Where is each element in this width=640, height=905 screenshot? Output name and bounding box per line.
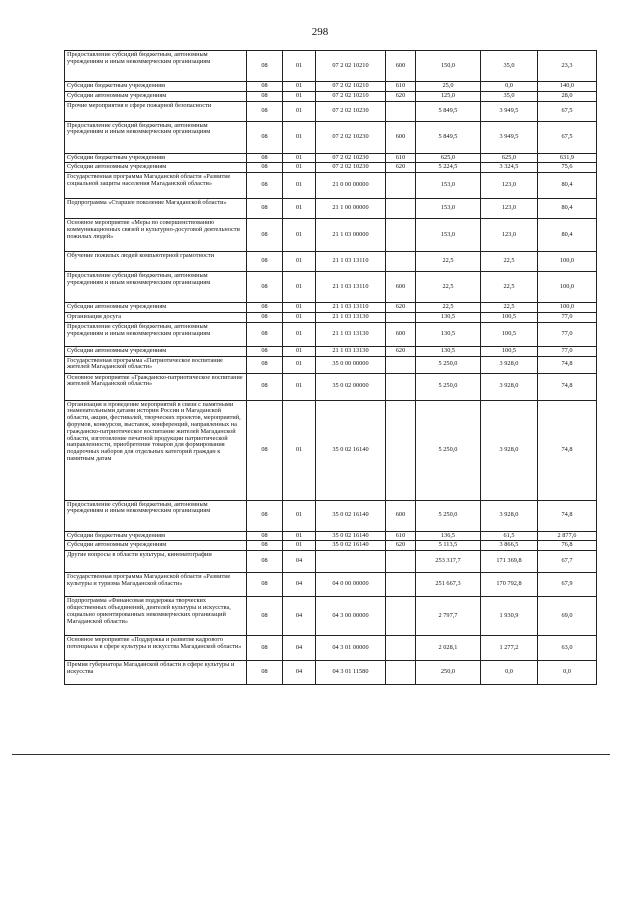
executed-amount-cell: 3 324,5	[481, 163, 538, 173]
subsection-code-cell: 01	[283, 346, 316, 356]
executed-amount-cell: 3 866,5	[481, 541, 538, 551]
row-name-cell: Субсидии автономным учреждениям	[65, 346, 247, 356]
subsection-code-cell: 04	[283, 551, 316, 573]
table-row	[65, 252, 597, 272]
percent-cell: 2 877,6	[538, 531, 597, 541]
section-code-cell: 08	[247, 219, 283, 252]
expense-type-cell	[386, 573, 416, 597]
executed-amount-cell: 170 792,8	[481, 573, 538, 597]
executed-amount-cell: 22,5	[481, 252, 538, 272]
executed-amount-cell: 3 928,0	[481, 400, 538, 500]
expense-type-cell	[386, 356, 416, 373]
subsection-code-cell: 01	[283, 541, 316, 551]
section-code-cell: 08	[247, 303, 283, 313]
expense-type-cell: 600	[386, 272, 416, 303]
subsection-code-cell: 01	[283, 173, 316, 199]
row-name-cell: Предоставление субсидий бюджетным, автономным учреждениям и иным некоммерческим организациям	[65, 500, 247, 531]
percent-cell: 100,0	[538, 252, 597, 272]
subsection-code-cell: 01	[283, 272, 316, 303]
table-row	[65, 303, 597, 313]
section-code-cell: 08	[247, 500, 283, 531]
row-name-cell: Подпрограмма «Финансовая поддержка творческих общественных объединений, деятелей культуры и искусства, социально ориентированных некоммерческих организаций Магаданской области»	[65, 597, 247, 636]
target-article-cell: 07 2 02 10210	[316, 82, 386, 92]
subsection-code-cell: 04	[283, 661, 316, 685]
planned-amount-cell: 5 250,0	[416, 356, 481, 373]
executed-amount-cell: 61,5	[481, 531, 538, 541]
executed-amount-cell: 22,5	[481, 272, 538, 303]
percent-cell: 100,0	[538, 272, 597, 303]
row-name-cell: Субсидии бюджетным учреждениям	[65, 153, 247, 163]
table-row	[65, 551, 597, 573]
table-row	[65, 51, 597, 82]
executed-amount-cell: 0,0	[481, 661, 538, 685]
expense-type-cell	[386, 101, 416, 121]
percent-cell: 67,5	[538, 101, 597, 121]
planned-amount-cell: 130,5	[416, 346, 481, 356]
planned-amount-cell: 25,0	[416, 82, 481, 92]
budget-table	[64, 50, 597, 685]
table-row	[65, 199, 597, 219]
table-row	[65, 356, 597, 373]
percent-cell: 100,0	[538, 303, 597, 313]
table-row	[65, 82, 597, 92]
subsection-code-cell: 01	[283, 252, 316, 272]
subsection-code-cell: 01	[283, 82, 316, 92]
expense-type-cell: 620	[386, 303, 416, 313]
section-code-cell: 08	[247, 153, 283, 163]
percent-cell: 67,5	[538, 121, 597, 153]
percent-cell: 80,4	[538, 173, 597, 199]
row-name-cell: Организация досуга	[65, 312, 247, 322]
table-row	[65, 312, 597, 322]
subsection-code-cell: 01	[283, 312, 316, 322]
section-code-cell: 08	[247, 636, 283, 661]
row-name-cell: Субсидии автономным учреждениям	[65, 91, 247, 101]
target-article-cell: 07 2 02 10230	[316, 101, 386, 121]
row-name-cell: Предоставление субсидий бюджетным, автономным учреждениям и иным некоммерческим организациям	[65, 51, 247, 82]
section-code-cell: 08	[247, 356, 283, 373]
expense-type-cell: 620	[386, 91, 416, 101]
executed-amount-cell: 1 930,9	[481, 597, 538, 636]
section-code-cell: 08	[247, 541, 283, 551]
subsection-code-cell: 01	[283, 531, 316, 541]
percent-cell: 76,8	[538, 541, 597, 551]
subsection-code-cell: 01	[283, 400, 316, 500]
planned-amount-cell: 153,0	[416, 199, 481, 219]
subsection-code-cell: 01	[283, 199, 316, 219]
row-name-cell: Организация и проведение мероприятий в связи с памятными знаменательными датами истории России и Магаданской области, акции, фестивалей, творческих проектов, мероприятий, форумов, конкурсов, выставок, конференций, направленных на гражданско-патриотическое воспитание жителей Магаданской области, изготовление печатной продукции патриотической направленности, приобретение товаров для формирования подарочных наборов для отдельных категорий граждан к памятным датам	[65, 400, 247, 500]
subsection-code-cell: 01	[283, 51, 316, 82]
expense-type-cell: 600	[386, 121, 416, 153]
subsection-code-cell: 01	[283, 163, 316, 173]
executed-amount-cell: 3 928,0	[481, 356, 538, 373]
planned-amount-cell: 136,5	[416, 531, 481, 541]
subsection-code-cell: 01	[283, 101, 316, 121]
expense-type-cell: 600	[386, 322, 416, 346]
target-article-cell: 04 3 01 00000	[316, 636, 386, 661]
expense-type-cell: 610	[386, 82, 416, 92]
planned-amount-cell: 5 250,0	[416, 373, 481, 400]
row-name-cell: Предоставление субсидий бюджетным, автономным учреждениям и иным некоммерческим организациям	[65, 272, 247, 303]
section-code-cell: 08	[247, 322, 283, 346]
planned-amount-cell: 625,0	[416, 153, 481, 163]
subsection-code-cell: 01	[283, 373, 316, 400]
planned-amount-cell: 251 667,3	[416, 573, 481, 597]
table-row	[65, 531, 597, 541]
executed-amount-cell: 35,0	[481, 51, 538, 82]
subsection-code-cell: 01	[283, 356, 316, 373]
section-code-cell: 08	[247, 531, 283, 541]
table-row	[65, 661, 597, 685]
subsection-code-cell: 04	[283, 636, 316, 661]
expense-type-cell	[386, 219, 416, 252]
expense-type-cell	[386, 661, 416, 685]
subsection-code-cell: 01	[283, 121, 316, 153]
percent-cell: 74,8	[538, 373, 597, 400]
planned-amount-cell: 153,0	[416, 173, 481, 199]
percent-cell: 74,8	[538, 356, 597, 373]
target-article-cell: 35 0 00 00000	[316, 356, 386, 373]
row-name-cell: Основное мероприятие «Меры по совершенствованию коммуникационных связей и культурно-досуговой деятельности пожилых людей»	[65, 219, 247, 252]
executed-amount-cell: 123,0	[481, 173, 538, 199]
subsection-code-cell: 01	[283, 153, 316, 163]
target-article-cell: 07 2 02 10230	[316, 153, 386, 163]
planned-amount-cell: 2 028,1	[416, 636, 481, 661]
planned-amount-cell: 250,0	[416, 661, 481, 685]
executed-amount-cell: 100,5	[481, 322, 538, 346]
subsection-code-cell: 01	[283, 322, 316, 346]
row-name-cell: Прочие мероприятия в сфере пожарной безопасности	[65, 101, 247, 121]
executed-amount-cell: 1 277,2	[481, 636, 538, 661]
row-name-cell: Предоставление субсидий бюджетным, автономным учреждениям и иным некоммерческим организациям	[65, 121, 247, 153]
subsection-code-cell: 04	[283, 573, 316, 597]
target-article-cell: 21 1 03 00000	[316, 219, 386, 252]
table-row	[65, 322, 597, 346]
planned-amount-cell: 5 113,5	[416, 541, 481, 551]
section-code-cell: 08	[247, 82, 283, 92]
expense-type-cell: 600	[386, 51, 416, 82]
section-code-cell: 08	[247, 199, 283, 219]
target-article-cell: 04 0 00 00000	[316, 573, 386, 597]
subsection-code-cell: 04	[283, 597, 316, 636]
target-article-cell: 35 0 02 16140	[316, 531, 386, 541]
percent-cell: 140,0	[538, 82, 597, 92]
section-code-cell: 08	[247, 91, 283, 101]
percent-cell: 63,0	[538, 636, 597, 661]
planned-amount-cell: 22,5	[416, 303, 481, 313]
target-article-cell: 04 3 00 00000	[316, 597, 386, 636]
row-name-cell: Основное мероприятие «Поддержка и развитие кадрового потенциала в сфере культуры и искусства Магаданской области»	[65, 636, 247, 661]
page-number: 298	[311, 26, 329, 38]
expense-type-cell: 610	[386, 153, 416, 163]
planned-amount-cell: 125,0	[416, 91, 481, 101]
target-article-cell: 07 2 02 10210	[316, 51, 386, 82]
planned-amount-cell: 130,5	[416, 322, 481, 346]
row-name-cell: Обучение пожилых людей компьютерной грамотности	[65, 252, 247, 272]
row-name-cell: Субсидии бюджетным учреждениям	[65, 82, 247, 92]
footer-divider	[12, 754, 610, 755]
target-article-cell	[316, 551, 386, 573]
row-name-cell: Премия губернатора Магаданской области в сфере культуры и искусства	[65, 661, 247, 685]
section-code-cell: 08	[247, 312, 283, 322]
row-name-cell: Подпрограмма «Старшее поколение Магаданской области»	[65, 199, 247, 219]
target-article-cell: 35 0 02 16140	[316, 541, 386, 551]
target-article-cell: 35 0 02 16140	[316, 400, 386, 500]
section-code-cell: 08	[247, 573, 283, 597]
executed-amount-cell: 100,5	[481, 312, 538, 322]
subsection-code-cell: 01	[283, 219, 316, 252]
executed-amount-cell: 35,0	[481, 91, 538, 101]
percent-cell: 69,0	[538, 597, 597, 636]
executed-amount-cell: 171 369,8	[481, 551, 538, 573]
table-row	[65, 597, 597, 636]
executed-amount-cell: 123,0	[481, 199, 538, 219]
planned-amount-cell: 5 250,0	[416, 500, 481, 531]
target-article-cell: 07 2 02 10210	[316, 91, 386, 101]
row-name-cell: Субсидии автономным учреждениям	[65, 163, 247, 173]
percent-cell: 0,0	[538, 661, 597, 685]
percent-cell: 67,9	[538, 573, 597, 597]
executed-amount-cell: 3 928,0	[481, 500, 538, 531]
row-name-cell: Государственная программа Магаданской области «Развитие культуры и туризма Магаданской области»	[65, 573, 247, 597]
section-code-cell: 08	[247, 346, 283, 356]
percent-cell: 77,0	[538, 312, 597, 322]
expense-type-cell	[386, 173, 416, 199]
expense-type-cell	[386, 252, 416, 272]
target-article-cell: 07 2 02 10230	[316, 121, 386, 153]
section-code-cell: 08	[247, 272, 283, 303]
table-row	[65, 373, 597, 400]
section-code-cell: 08	[247, 551, 283, 573]
row-name-cell: Основное мероприятие «Гражданско-патриотическое воспитание жителей Магаданской области»	[65, 373, 247, 400]
table-row	[65, 121, 597, 153]
planned-amount-cell: 5 849,5	[416, 121, 481, 153]
section-code-cell: 08	[247, 163, 283, 173]
planned-amount-cell: 22,5	[416, 252, 481, 272]
percent-cell: 28,0	[538, 91, 597, 101]
planned-amount-cell: 253 317,7	[416, 551, 481, 573]
row-name-cell: Государственная программа Магаданской области «Развитие социальной защиты населения Магаданской области»	[65, 173, 247, 199]
percent-cell: 74,8	[538, 500, 597, 531]
executed-amount-cell: 3 928,0	[481, 373, 538, 400]
table-row	[65, 573, 597, 597]
target-article-cell: 04 3 01 11580	[316, 661, 386, 685]
subsection-code-cell: 01	[283, 91, 316, 101]
table-row	[65, 272, 597, 303]
executed-amount-cell: 22,5	[481, 303, 538, 313]
target-article-cell: 21 1 03 13110	[316, 272, 386, 303]
target-article-cell: 21 1 03 13130	[316, 322, 386, 346]
table-row	[65, 153, 597, 163]
planned-amount-cell: 22,5	[416, 272, 481, 303]
planned-amount-cell: 150,0	[416, 51, 481, 82]
section-code-cell: 08	[247, 373, 283, 400]
target-article-cell: 07 2 02 10230	[316, 163, 386, 173]
expense-type-cell	[386, 400, 416, 500]
target-article-cell: 35 0 02 00000	[316, 373, 386, 400]
table-row	[65, 636, 597, 661]
table-row	[65, 91, 597, 101]
target-article-cell: 21 0 00 00000	[316, 173, 386, 199]
expense-type-cell	[386, 373, 416, 400]
executed-amount-cell: 0,0	[481, 82, 538, 92]
planned-amount-cell: 130,5	[416, 312, 481, 322]
expense-type-cell	[386, 199, 416, 219]
expense-type-cell	[386, 597, 416, 636]
section-code-cell: 08	[247, 51, 283, 82]
table-row	[65, 541, 597, 551]
row-name-cell: Предоставление субсидий бюджетным, автономным учреждениям и иным некоммерческим организациям	[65, 322, 247, 346]
row-name-cell: Государственная программа «Патриотическое воспитание жителей Магаданской области»	[65, 356, 247, 373]
section-code-cell: 08	[247, 661, 283, 685]
section-code-cell: 08	[247, 173, 283, 199]
planned-amount-cell: 5 250,0	[416, 400, 481, 500]
section-code-cell: 08	[247, 121, 283, 153]
table-row	[65, 101, 597, 121]
percent-cell: 80,4	[538, 199, 597, 219]
executed-amount-cell: 3 949,5	[481, 121, 538, 153]
planned-amount-cell: 153,0	[416, 219, 481, 252]
target-article-cell: 21 1 03 13110	[316, 252, 386, 272]
percent-cell: 67,7	[538, 551, 597, 573]
expense-type-cell: 610	[386, 531, 416, 541]
percent-cell: 631,9	[538, 153, 597, 163]
expense-type-cell	[386, 551, 416, 573]
table-body	[65, 51, 597, 685]
table-row	[65, 500, 597, 531]
subsection-code-cell: 01	[283, 500, 316, 531]
row-name-cell: Другие вопросы в области культуры, кинематографии	[65, 551, 247, 573]
subsection-code-cell: 01	[283, 303, 316, 313]
target-article-cell: 21 1 00 00000	[316, 199, 386, 219]
expense-type-cell: 620	[386, 346, 416, 356]
expense-type-cell: 600	[386, 500, 416, 531]
expense-type-cell	[386, 636, 416, 661]
target-article-cell: 35 0 02 16140	[316, 500, 386, 531]
section-code-cell: 08	[247, 101, 283, 121]
executed-amount-cell: 3 949,5	[481, 101, 538, 121]
section-code-cell: 08	[247, 252, 283, 272]
row-name-cell: Субсидии автономным учреждениям	[65, 541, 247, 551]
target-article-cell: 21 1 03 13130	[316, 346, 386, 356]
executed-amount-cell: 100,5	[481, 346, 538, 356]
percent-cell: 75,6	[538, 163, 597, 173]
planned-amount-cell: 2 797,7	[416, 597, 481, 636]
expense-type-cell	[386, 312, 416, 322]
expense-type-cell: 620	[386, 541, 416, 551]
table-row	[65, 163, 597, 173]
section-code-cell: 08	[247, 597, 283, 636]
percent-cell: 77,0	[538, 322, 597, 346]
percent-cell: 77,0	[538, 346, 597, 356]
planned-amount-cell: 5 849,5	[416, 101, 481, 121]
percent-cell: 80,4	[538, 219, 597, 252]
row-name-cell: Субсидии бюджетным учреждениям	[65, 531, 247, 541]
target-article-cell: 21 1 03 13110	[316, 303, 386, 313]
percent-cell: 74,8	[538, 400, 597, 500]
executed-amount-cell: 625,0	[481, 153, 538, 163]
table-row	[65, 346, 597, 356]
section-code-cell: 08	[247, 400, 283, 500]
row-name-cell: Субсидии автономным учреждениям	[65, 303, 247, 313]
expense-type-cell: 620	[386, 163, 416, 173]
table-row	[65, 219, 597, 252]
executed-amount-cell: 123,0	[481, 219, 538, 252]
target-article-cell: 21 1 03 13130	[316, 312, 386, 322]
percent-cell: 23,3	[538, 51, 597, 82]
planned-amount-cell: 5 224,5	[416, 163, 481, 173]
table-row	[65, 173, 597, 199]
table-row	[65, 400, 597, 500]
